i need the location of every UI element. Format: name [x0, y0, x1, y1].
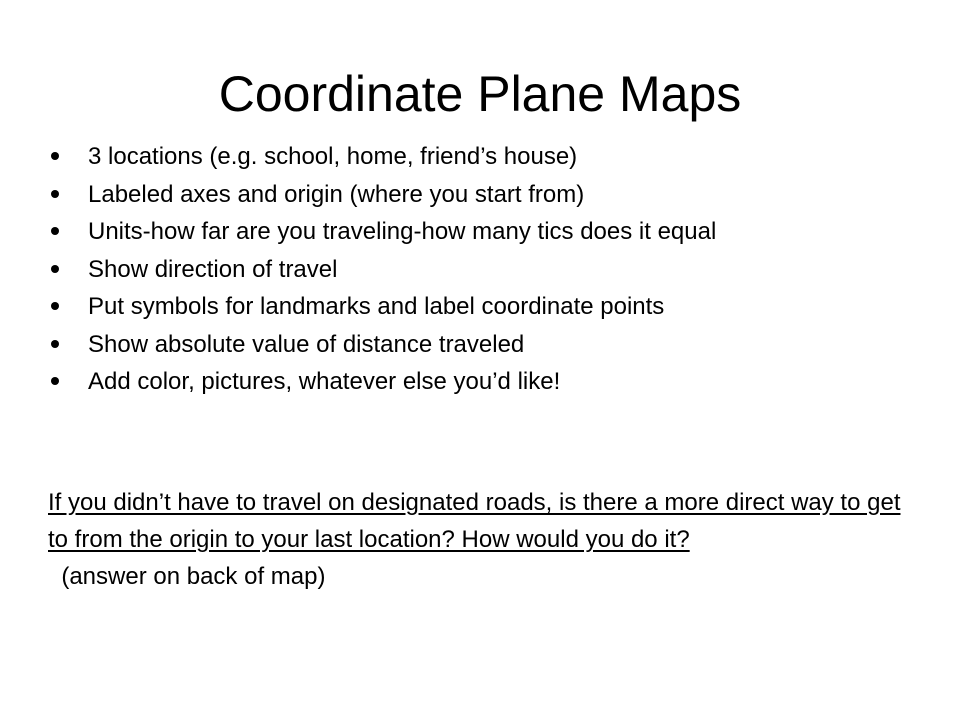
bullet-dot-icon: [51, 152, 59, 160]
bullet-list: [48, 138, 928, 401]
bullet-text: Put symbols for landmarks and label coordinate points: [88, 293, 665, 320]
bullet-item: [48, 251, 928, 289]
question-underlined-text: If you didn’t have to travel on designated roads, is there a more direct way to get to from the origin to your last location? How would you do it?: [48, 489, 901, 553]
bullet-dot-icon: [51, 265, 59, 273]
bullet-dot-icon: [51, 377, 59, 385]
bullet-text: Add color, pictures, whatever else you’d like!: [88, 368, 561, 395]
bullet-dot-icon: [51, 190, 59, 198]
reflection-question: [48, 484, 918, 595]
bullet-item: [48, 213, 928, 251]
bullet-dot-icon: [51, 302, 59, 310]
bullet-item: [48, 176, 928, 214]
question-trailing-text: (answer on back of map): [48, 563, 326, 590]
bullet-text: Show direction of travel: [88, 255, 338, 283]
bullet-item: [48, 363, 928, 401]
bullet-text: Labeled axes and origin (where you start from): [88, 180, 585, 208]
slide-title: Coordinate Plane Maps: [218, 66, 742, 122]
bullet-dot-icon: [51, 340, 59, 348]
bullet-text: Show absolute value of distance traveled: [88, 330, 525, 358]
bullet-text: 3 locations (e.g. school, home, friend’s house): [88, 143, 578, 170]
bullet-item: [48, 326, 928, 364]
bullet-item: [48, 138, 928, 176]
bullet-item: [48, 288, 928, 326]
bullet-dot-icon: [51, 227, 59, 235]
bullet-text: Units-how far are you traveling-how many tics does it equal: [88, 218, 717, 245]
